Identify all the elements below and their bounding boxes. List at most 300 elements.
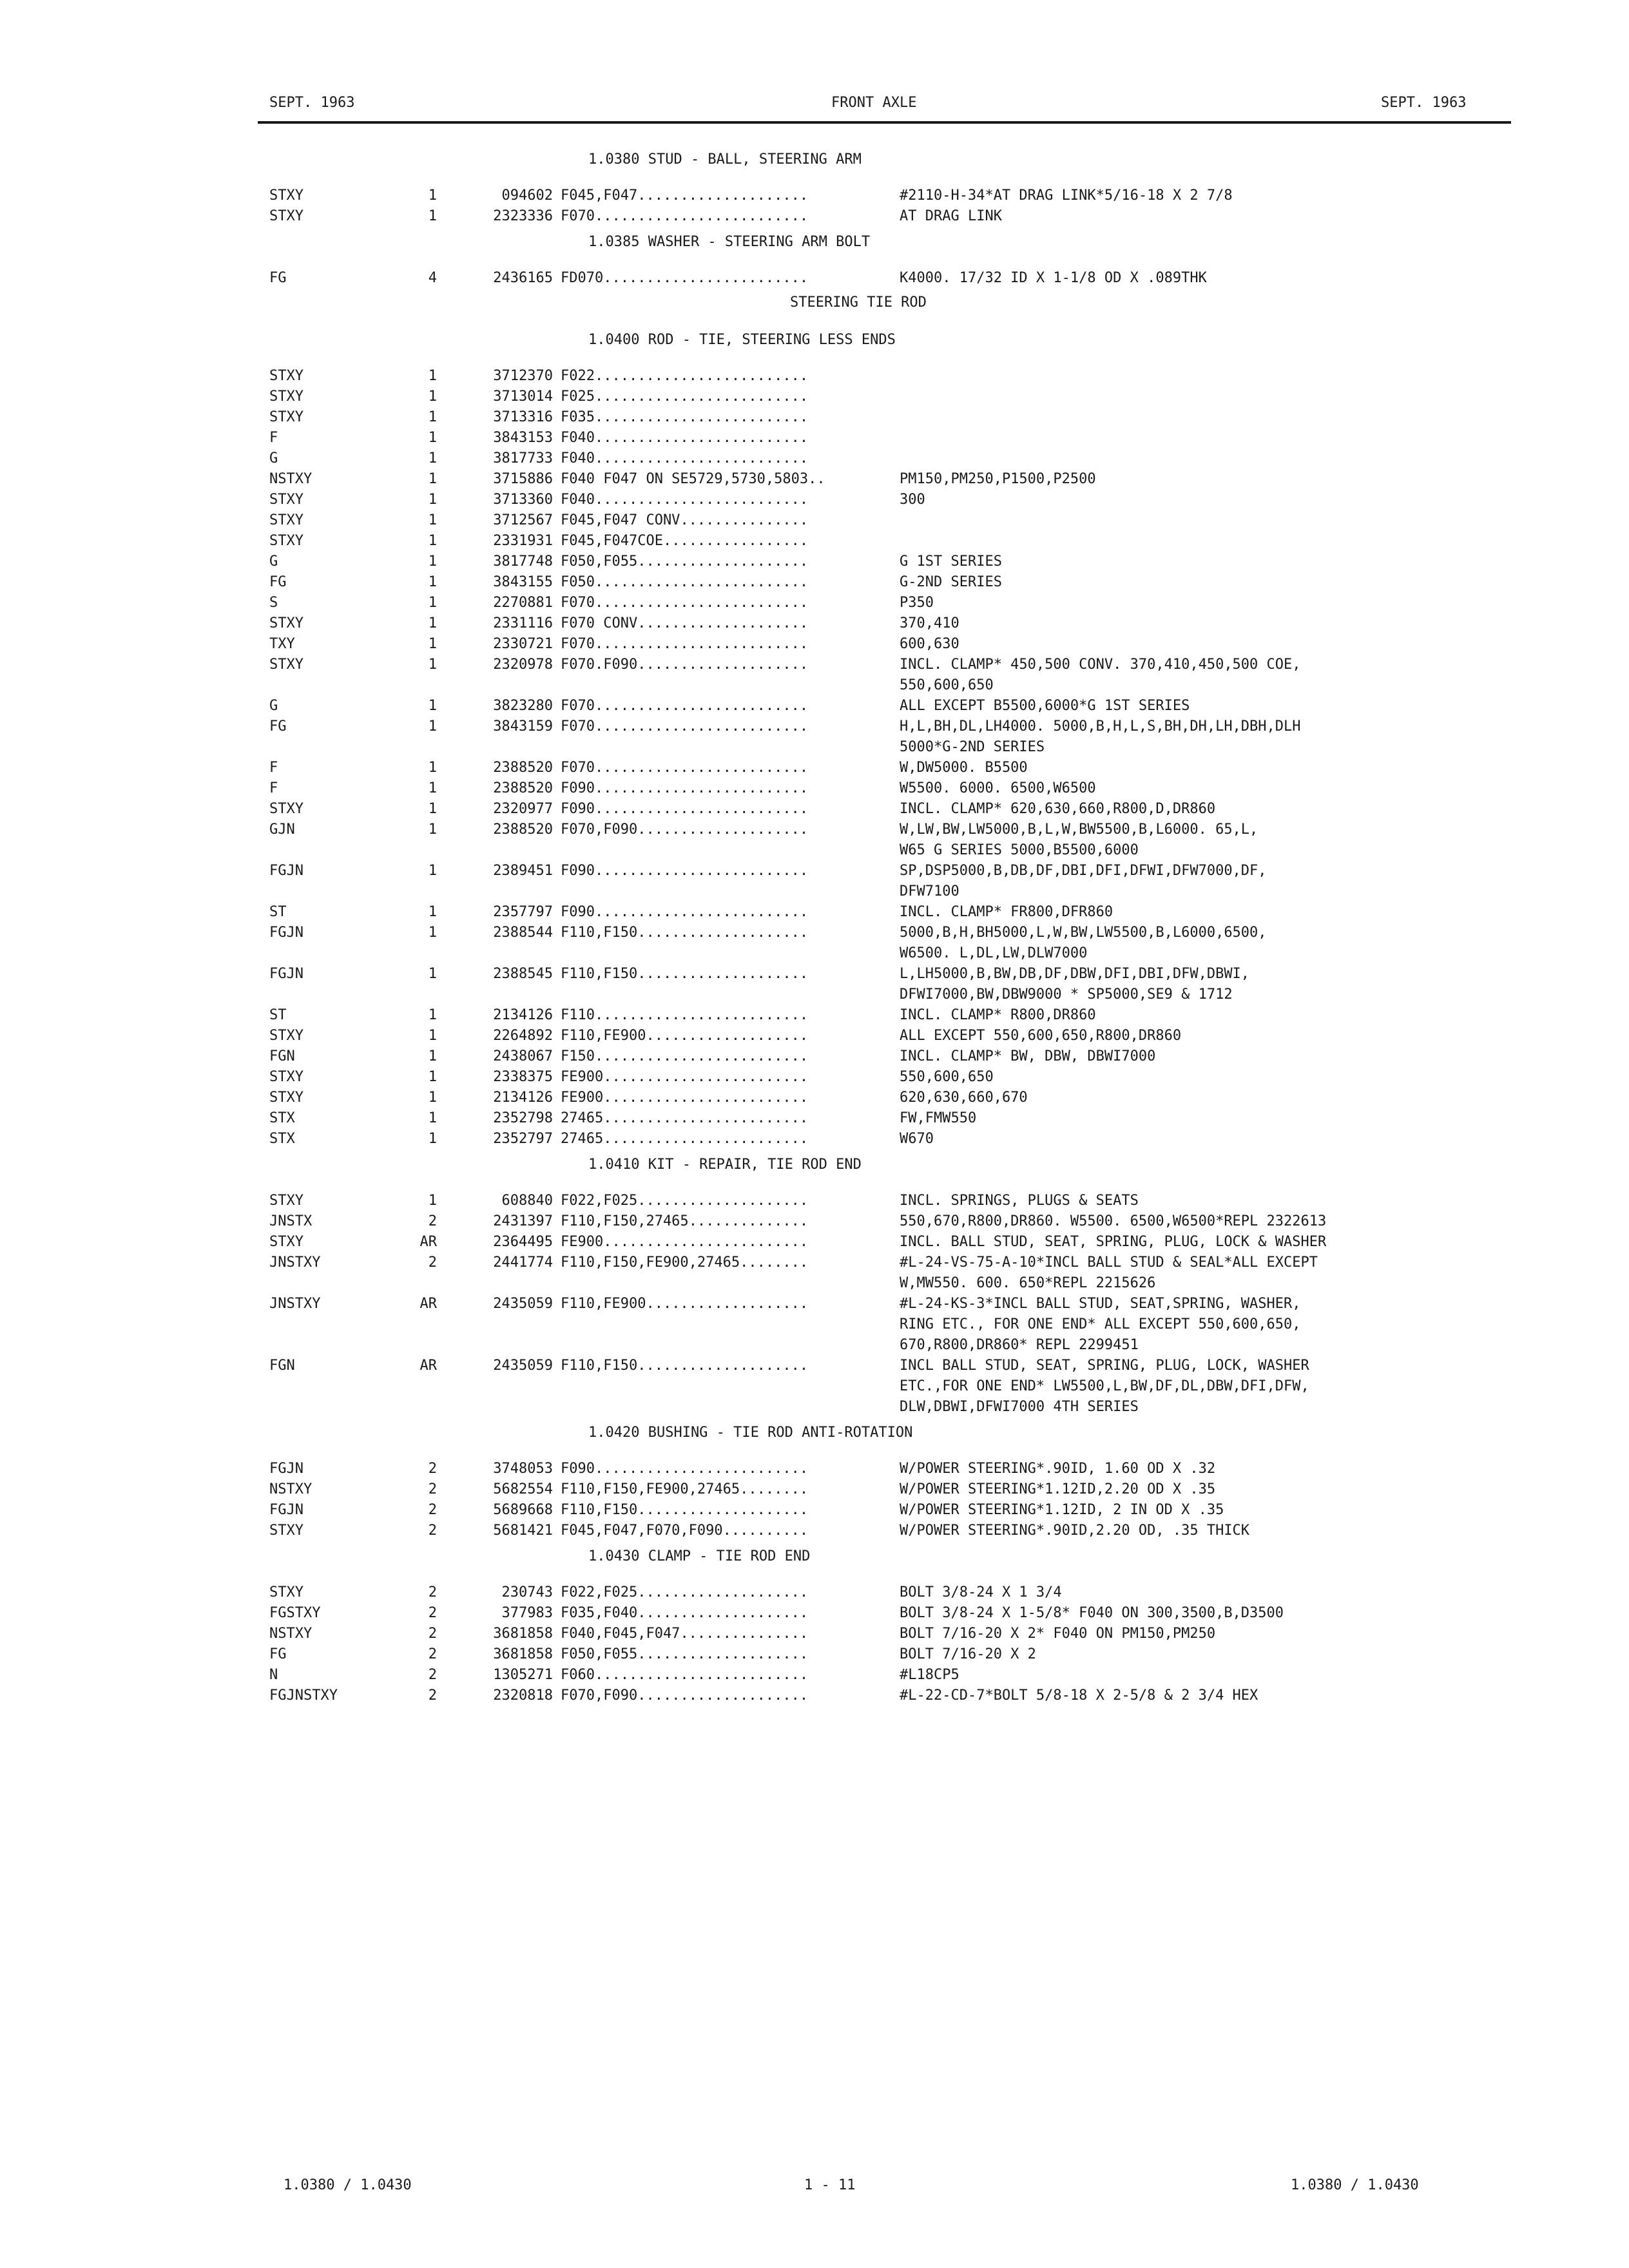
quantity: 1 — [428, 1069, 437, 1085]
models-code: FGN — [269, 1048, 295, 1064]
parts-section — [269, 1423, 1513, 1541]
section-title: 1.0400 ROD - TIE, STEERING LESS ENDS — [588, 332, 896, 348]
quantity: 1 — [428, 863, 437, 879]
description-continuation: RING ETC., FOR ONE END* ALL EXCEPT 550,600,650, — [900, 1316, 1301, 1332]
quantity: 2 — [428, 1605, 437, 1621]
description: 620,630,660,670 — [900, 1090, 1028, 1106]
description: INCL. SPRINGS, PLUGS & SEATS — [900, 1193, 1139, 1209]
application-cell — [561, 407, 900, 428]
section-title: 1.0420 BUSHING - TIE ROD ANTI-ROTATION — [588, 1425, 913, 1441]
description: 300 — [900, 492, 925, 508]
quantity: 1 — [428, 925, 437, 941]
quantity: 2 — [428, 1687, 437, 1704]
application: F022,F025 — [561, 1584, 638, 1600]
part-number: 2331116 — [493, 615, 553, 631]
description: #L18CP5 — [900, 1667, 959, 1683]
models-code: ST — [269, 904, 287, 920]
quantity: 2 — [428, 1481, 437, 1497]
parts-row — [269, 1129, 1513, 1149]
application: F070 — [561, 760, 595, 776]
dot-leader: ......................... — [594, 430, 809, 446]
description: BOLT 7/16-20 X 2 — [900, 1646, 1036, 1662]
application: F060 — [561, 1667, 595, 1683]
parts-row — [269, 448, 1513, 469]
parts-row — [269, 799, 1513, 820]
application: F040 — [561, 430, 595, 446]
part-number: 2441774 — [493, 1254, 553, 1271]
quantity: 1 — [428, 512, 437, 528]
application-cell — [561, 1211, 900, 1232]
part-number: 2435059 — [493, 1296, 553, 1312]
description: H,L,BH,DL,LH4000. 5000,B,H,L,S,BH,DH,LH,DBH,DLH — [900, 718, 1301, 735]
dot-leader: .................... — [637, 1502, 809, 1518]
application-cell — [561, 1232, 900, 1253]
models-code: NSTXY — [269, 1481, 313, 1497]
dot-leader: .................... — [637, 1584, 809, 1600]
parts-row — [269, 1644, 1513, 1665]
application: F025 — [561, 389, 595, 405]
dot-leader: ........................ — [603, 1090, 809, 1106]
application-cell — [561, 268, 900, 289]
quantity: 1 — [428, 966, 437, 982]
part-number: 5689668 — [493, 1502, 553, 1518]
description — [900, 387, 1513, 407]
models-code: STXY — [269, 657, 304, 673]
application-cell — [561, 428, 900, 448]
part-number: 2320818 — [493, 1687, 553, 1704]
dot-leader: .................... — [637, 925, 809, 941]
part-number: 2270881 — [493, 595, 553, 611]
application-cell — [561, 552, 900, 572]
application: F110,FE900 — [561, 1028, 646, 1044]
models-code: FG — [269, 574, 287, 590]
parts-section — [269, 1155, 1513, 1418]
quantity: 1 — [428, 822, 437, 838]
parts-row — [269, 1191, 1513, 1211]
parts-row — [269, 1088, 1513, 1108]
description: #L-22-CD-7*BOLT 5/8-18 X 2-5/8 & 2 3/4 HEX — [900, 1687, 1258, 1704]
models-code: F — [269, 780, 278, 796]
part-number: 2388520 — [493, 780, 553, 796]
part-number: 3681858 — [493, 1646, 553, 1662]
application: F022,F025 — [561, 1193, 638, 1209]
dot-leader: ......................... — [594, 1461, 809, 1477]
models-code: STXY — [269, 1090, 304, 1106]
quantity: 1 — [428, 492, 437, 508]
models-code: FG — [269, 270, 287, 286]
parts-row — [269, 268, 1513, 289]
dot-leader: ......................... — [594, 492, 809, 508]
models-code: STXY — [269, 368, 304, 384]
parts-row — [269, 696, 1513, 716]
application-cell — [561, 1603, 900, 1624]
models-code: FGSTXY — [269, 1605, 321, 1621]
models-code: STXY — [269, 187, 304, 204]
models-code: STXY — [269, 615, 304, 631]
models-code: STX — [269, 1110, 295, 1126]
models-code: FGJN — [269, 966, 304, 982]
models-code: STXY — [269, 1234, 304, 1250]
models-code: FG — [269, 1646, 287, 1662]
application: F090 — [561, 780, 595, 796]
application-cell — [561, 820, 900, 840]
quantity: 1 — [428, 1090, 437, 1106]
application-cell — [561, 510, 900, 531]
application: F150 — [561, 1048, 595, 1064]
application-cell — [561, 696, 900, 716]
description: W/POWER STEERING*.90ID,2.20 OD, .35 THICK — [900, 1523, 1250, 1539]
application: F045,F047 — [561, 187, 638, 204]
application-cell — [561, 593, 900, 613]
application: F110,F150 — [561, 925, 638, 941]
description: L,LH5000,B,BW,DB,DF,DBW,DFI,DBI,DFW,DBWI, — [900, 966, 1250, 982]
application: F040 — [561, 492, 595, 508]
parts-row — [269, 510, 1513, 531]
description — [900, 448, 1513, 469]
models-code: F — [269, 430, 278, 446]
parts-row — [269, 861, 1513, 881]
application-cell — [561, 1479, 900, 1500]
parts-row — [269, 1686, 1513, 1706]
dot-leader: ........................ — [603, 1234, 809, 1250]
dot-leader: ........................ — [603, 1069, 809, 1085]
footer-right-range: 1.0380 / 1.0430 — [1291, 2177, 1419, 2193]
application-cell — [561, 469, 900, 490]
application: 27465 — [561, 1110, 604, 1126]
dot-leader: ......................... — [594, 863, 809, 879]
application-cell — [561, 758, 900, 778]
parts-row — [269, 1026, 1513, 1046]
quantity: 2 — [428, 1646, 437, 1662]
description-continuation: DFWI7000,BW,DBW9000 * SP5000,SE9 & 1712 — [900, 986, 1233, 1003]
parts-row — [269, 186, 1513, 206]
part-number: 608840 — [501, 1193, 553, 1209]
application-cell — [561, 902, 900, 923]
models-code: JNSTXY — [269, 1296, 321, 1312]
quantity: 1 — [428, 718, 437, 735]
description: BOLT 3/8-24 X 1-5/8* F040 ON 300,3500,B,D3500 — [900, 1605, 1284, 1621]
quantity: 2 — [428, 1461, 437, 1477]
part-number: 2134126 — [493, 1007, 553, 1023]
description — [900, 531, 1513, 552]
application-cell — [561, 1644, 900, 1665]
dot-leader: ......................... — [594, 574, 809, 590]
application: FE900 — [561, 1090, 604, 1106]
dot-leader: .................... — [637, 657, 809, 673]
models-code: G — [269, 698, 278, 714]
application-cell — [561, 1191, 900, 1211]
page-number: 1 - 11 — [804, 2177, 856, 2193]
quantity: 1 — [428, 904, 437, 920]
application-cell — [561, 778, 900, 799]
quantity: 1 — [428, 636, 437, 652]
application-cell — [561, 186, 900, 206]
part-number: 2320977 — [493, 801, 553, 817]
part-number: 3843159 — [493, 718, 553, 735]
application-cell — [561, 1356, 900, 1376]
models-code: STXY — [269, 512, 304, 528]
part-number: 3817748 — [493, 553, 553, 570]
quantity: 1 — [428, 533, 437, 549]
parts-row — [269, 634, 1513, 655]
parts-row — [269, 407, 1513, 428]
models-code: STXY — [269, 389, 304, 405]
application: F070 — [561, 636, 595, 652]
description: INCL. BALL STUD, SEAT, SPRING, PLUG, LOCK & WASHER — [900, 1234, 1327, 1250]
models-code: F — [269, 760, 278, 776]
description: ALL EXCEPT 550,600,650,R800,DR860 — [900, 1028, 1182, 1044]
parts-row — [269, 1253, 1513, 1273]
description: INCL. CLAMP* 620,630,660,R800,D,DR860 — [900, 801, 1216, 817]
part-number: 2352798 — [493, 1110, 553, 1126]
parts-row — [269, 1603, 1513, 1624]
dot-leader: .............. — [688, 1213, 809, 1229]
models-code: FGJN — [269, 863, 304, 879]
application-cell — [561, 1088, 900, 1108]
dot-leader: ......................... — [594, 904, 809, 920]
description: W5500. 6000. 6500,W6500 — [900, 780, 1096, 796]
footer-left-range: 1.0380 / 1.0430 — [284, 2177, 412, 2193]
dot-leader: ......................... — [594, 208, 809, 224]
application: F050 — [561, 574, 595, 590]
application: 27465 — [561, 1131, 604, 1147]
models-code: STXY — [269, 801, 304, 817]
part-number: 2431397 — [493, 1213, 553, 1229]
models-code: STXY — [269, 533, 304, 549]
quantity: 1 — [428, 760, 437, 776]
models-code: STXY — [269, 409, 304, 425]
application: F110,F150,27465 — [561, 1213, 689, 1229]
dot-leader: ................... — [646, 1028, 809, 1044]
models-code: N — [269, 1667, 278, 1683]
section-title: 1.0430 CLAMP - TIE ROD END — [588, 1548, 811, 1564]
quantity: 1 — [428, 780, 437, 796]
models-code: FGJN — [269, 1461, 304, 1477]
application: FD070 — [561, 270, 604, 286]
dot-leader: ......................... — [594, 389, 809, 405]
description: INCL. CLAMP* BW, DBW, DBWI7000 — [900, 1048, 1156, 1064]
section-title: 1.0380 STUD - BALL, STEERING ARM — [588, 151, 862, 168]
models-code: FGN — [269, 1358, 295, 1374]
dot-leader: .. — [808, 471, 825, 487]
dot-leader: ............... — [680, 1626, 809, 1642]
models-code: NSTXY — [269, 1626, 313, 1642]
models-code: FGJN — [269, 1502, 304, 1518]
dot-leader: ........................ — [603, 1131, 809, 1147]
description — [900, 510, 1513, 531]
dot-leader: ......................... — [594, 780, 809, 796]
application-cell — [561, 572, 900, 593]
dot-leader: ................. — [662, 533, 809, 549]
application-cell — [561, 716, 900, 737]
parts-row — [269, 758, 1513, 778]
models-code: STXY — [269, 1028, 304, 1044]
dot-leader: ......................... — [594, 718, 809, 735]
description — [900, 366, 1513, 387]
part-number: 3843153 — [493, 430, 553, 446]
application: F045,F047,F070,F090 — [561, 1523, 723, 1539]
part-number: 2388544 — [493, 925, 553, 941]
description-continuation: W6500. L,DL,LW,DLW7000 — [900, 945, 1088, 961]
quantity: 2 — [428, 1584, 437, 1600]
application: F090 — [561, 863, 595, 879]
application: F070 — [561, 595, 595, 611]
models-code: TXY — [269, 636, 295, 652]
part-number: 2331931 — [493, 533, 553, 549]
parts-row — [269, 1665, 1513, 1686]
section-title: 1.0385 WASHER - STEERING ARM BOLT — [588, 234, 871, 250]
dot-leader: .................... — [637, 822, 809, 838]
quantity: 1 — [428, 1028, 437, 1044]
quantity: AR — [419, 1296, 437, 1312]
description-continuation: W,MW550. 600. 650*REPL 2215626 — [900, 1275, 1156, 1291]
quantity: 1 — [428, 1110, 437, 1126]
part-number: 3713014 — [493, 389, 553, 405]
part-number: 5681421 — [493, 1523, 553, 1539]
part-number: 377983 — [501, 1605, 553, 1621]
application: F070 — [561, 718, 595, 735]
dot-leader: ......................... — [594, 698, 809, 714]
application-cell — [561, 861, 900, 881]
application-cell — [561, 366, 900, 387]
parts-row — [269, 902, 1513, 923]
parts-section — [269, 1546, 1513, 1706]
description: W,LW,BW,LW5000,B,L,W,BW5500,B,L6000. 65,L, — [900, 822, 1258, 838]
description: #L-24-KS-3*INCL BALL STUD, SEAT,SPRING, WASHER, — [900, 1296, 1301, 1312]
application-cell — [561, 613, 900, 634]
description: ALL EXCEPT B5500,6000*G 1ST SERIES — [900, 698, 1190, 714]
dot-leader: ........................ — [603, 1110, 809, 1126]
application-cell — [561, 1459, 900, 1479]
application-cell — [561, 799, 900, 820]
parts-row — [269, 1067, 1513, 1088]
quantity: 1 — [428, 595, 437, 611]
part-number: 094602 — [501, 187, 553, 204]
section-title: 1.0410 KIT - REPAIR, TIE ROD END — [588, 1157, 862, 1173]
description: W670 — [900, 1131, 934, 1147]
application: F070,F090 — [561, 822, 638, 838]
part-number: 2134126 — [493, 1090, 553, 1106]
models-code: JNSTX — [269, 1213, 313, 1229]
part-number: 3823280 — [493, 698, 553, 714]
description: W/POWER STEERING*.90ID, 1.60 OD X .32 — [900, 1461, 1216, 1477]
dot-leader: ........ — [740, 1481, 809, 1497]
application: F022 — [561, 368, 595, 384]
dot-leader: .................... — [637, 1646, 809, 1662]
application-cell — [561, 531, 900, 552]
parts-row — [269, 552, 1513, 572]
models-code: FG — [269, 718, 287, 735]
description: INCL BALL STUD, SEAT, SPRING, PLUG, LOCK, WASHER — [900, 1358, 1309, 1374]
description-continuation: 550,600,650 — [900, 677, 994, 693]
application: F045,F047 CONV — [561, 512, 680, 528]
quantity: 1 — [428, 368, 437, 384]
parts-row — [269, 1582, 1513, 1603]
application-cell — [561, 1582, 900, 1603]
application: F090 — [561, 1461, 595, 1477]
parts-row — [269, 820, 1513, 840]
description: SP,DSP5000,B,DB,DF,DBI,DFI,DFWI,DFW7000,DF, — [900, 863, 1267, 879]
description: AT DRAG LINK — [900, 208, 1002, 224]
part-number: 5682554 — [493, 1481, 553, 1497]
dot-leader: ......................... — [594, 1048, 809, 1064]
header-title: FRONT AXLE — [831, 95, 917, 111]
quantity: 4 — [428, 270, 437, 286]
parts-row — [269, 1232, 1513, 1253]
description: P350 — [900, 595, 934, 611]
part-number: 3817733 — [493, 450, 553, 466]
application-cell — [561, 1005, 900, 1026]
application: F110,FE900 — [561, 1296, 646, 1312]
dot-leader: ........................ — [603, 270, 809, 286]
dot-leader: .................... — [637, 187, 809, 204]
models-code: FGJNSTXY — [269, 1687, 338, 1704]
part-number: 2357797 — [493, 904, 553, 920]
application-cell — [561, 1500, 900, 1521]
quantity: 2 — [428, 1213, 437, 1229]
parts-list — [269, 144, 1513, 1706]
part-number: 3713360 — [493, 492, 553, 508]
application-cell — [561, 1665, 900, 1686]
part-number: 2438067 — [493, 1048, 553, 1064]
parts-row — [269, 655, 1513, 675]
header-left-date: SEPT. 1963 — [269, 95, 355, 111]
description-continuation: 5000*G-2ND SERIES — [900, 739, 1045, 755]
quantity: 1 — [428, 389, 437, 405]
parts-row — [269, 469, 1513, 490]
description: W/POWER STEERING*1.12ID,2.20 OD X .35 — [900, 1481, 1216, 1497]
part-number: 3681858 — [493, 1626, 553, 1642]
dot-leader: .................... — [637, 1193, 809, 1209]
description: 600,630 — [900, 636, 959, 652]
dot-leader: .................... — [637, 1358, 809, 1374]
parts-row — [269, 1356, 1513, 1376]
quantity: 1 — [428, 1131, 437, 1147]
parts-row — [269, 593, 1513, 613]
application: F035 — [561, 409, 595, 425]
parts-row — [269, 1624, 1513, 1644]
quantity: 1 — [428, 553, 437, 570]
quantity: 1 — [428, 574, 437, 590]
parts-row — [269, 490, 1513, 510]
dot-leader: .................... — [637, 553, 809, 570]
group-heading: STEERING TIE ROD — [790, 294, 927, 311]
application: F070.F090 — [561, 657, 638, 673]
parts-row — [269, 716, 1513, 737]
quantity: 1 — [428, 698, 437, 714]
dot-leader: .......... — [722, 1523, 809, 1539]
models-code: STXY — [269, 1069, 304, 1085]
quantity: 1 — [428, 471, 437, 487]
parts-row — [269, 366, 1513, 387]
part-number: 3748053 — [493, 1461, 553, 1477]
models-code: STXY — [269, 1584, 304, 1600]
part-number: 2435059 — [493, 1358, 553, 1374]
description: G 1ST SERIES — [900, 553, 1002, 570]
parts-section — [269, 293, 1513, 1149]
description: INCL. CLAMP* R800,DR860 — [900, 1007, 1096, 1023]
application: F090 — [561, 904, 595, 920]
application: F110,F150,FE900,27465 — [561, 1254, 740, 1271]
dot-leader: ......................... — [594, 1007, 809, 1023]
quantity: 1 — [428, 409, 437, 425]
parts-row — [269, 613, 1513, 634]
description: W/POWER STEERING*1.12ID, 2 IN OD X .35 — [900, 1502, 1224, 1518]
parts-section — [269, 232, 1513, 289]
application-cell — [561, 634, 900, 655]
part-number: 3843155 — [493, 574, 553, 590]
dot-leader: .................... — [637, 966, 809, 982]
